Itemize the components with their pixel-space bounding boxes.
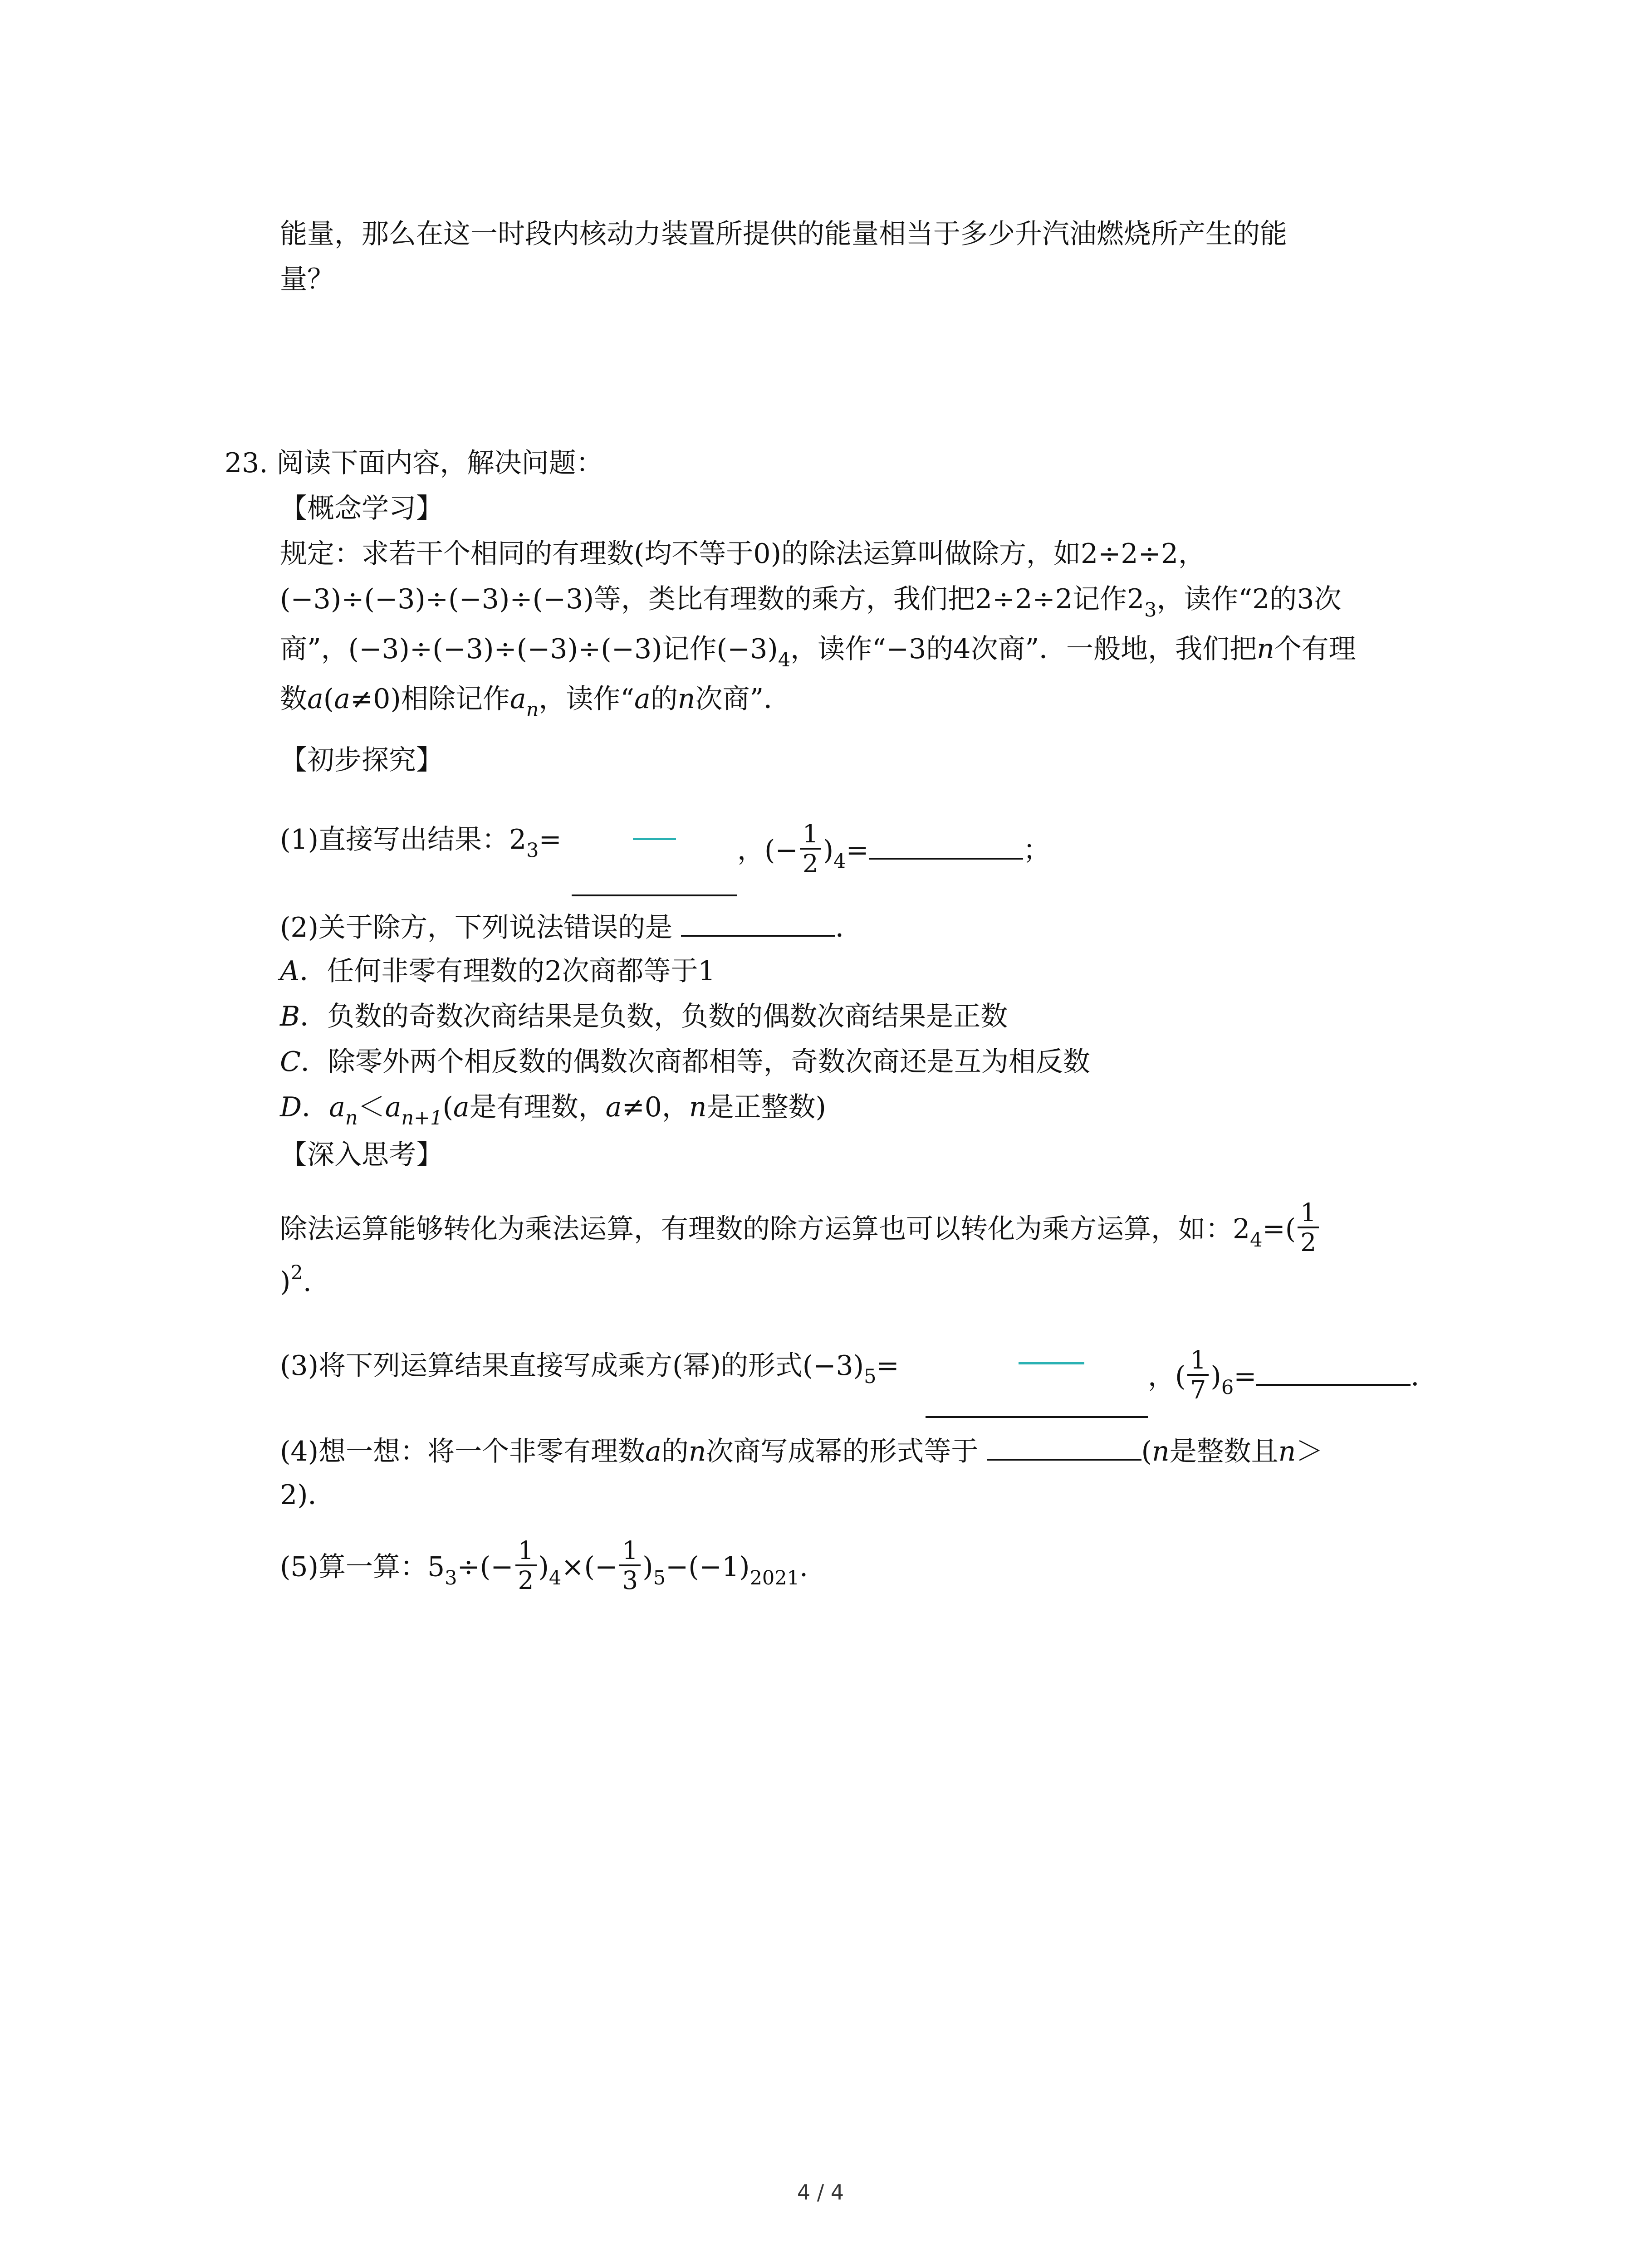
fraction-one-third <box>619 1536 641 1594</box>
denominator: 3 <box>622 1566 638 1595</box>
subscript: 2021 <box>749 1566 800 1589</box>
var-n: n <box>1257 633 1274 665</box>
text: ． <box>302 1091 329 1123</box>
option-label: C <box>280 1046 301 1078</box>
denominator: 2 <box>518 1566 534 1595</box>
fraction-one-seventh <box>1187 1346 1209 1404</box>
denominator: 2 <box>802 849 818 878</box>
text: = <box>539 824 562 855</box>
text: ( <box>442 1091 453 1123</box>
numerator: 1 <box>800 820 821 850</box>
text: ( <box>323 683 334 715</box>
text: ＞ <box>1296 1436 1323 1467</box>
var-a: a <box>385 1091 402 1123</box>
subscript: 4 <box>833 850 846 873</box>
text: 数 <box>280 683 307 715</box>
part-1-second <box>737 819 1050 881</box>
subscript: 4 <box>1250 1228 1263 1251</box>
var-a: a <box>334 683 350 715</box>
text: . <box>303 1266 312 1298</box>
text: ． <box>835 912 863 943</box>
option-d <box>280 1091 826 1129</box>
text: ，读作“−3的4次商”．一般地，我们把 <box>790 633 1257 665</box>
text: ． <box>1411 1360 1438 1393</box>
text: 商”，(−3)÷(−3)÷(−3)÷(−3)记作(−3) <box>280 633 778 665</box>
text: 次商”． <box>695 683 791 715</box>
text: ．任何非零有理数的2次商都等于1 <box>299 955 715 987</box>
concept-line-2 <box>280 583 1342 621</box>
fraction-one-half <box>800 820 821 878</box>
var-n: n <box>688 1436 706 1467</box>
part-3-prefix <box>280 1349 899 1388</box>
answer-blank-4[interactable] <box>987 1433 1141 1461</box>
text: ) <box>280 1266 291 1298</box>
text: . <box>799 1551 808 1583</box>
fraction-one-half <box>1298 1198 1319 1256</box>
text: ，读作“2的3次 <box>1156 583 1342 615</box>
answer-line-accent <box>1019 1362 1084 1364</box>
var-n: n <box>677 683 696 715</box>
text: (3)将下列运算结果直接写成乘方(幂)的形式(−3) <box>280 1350 864 1382</box>
var-a: a <box>645 1436 661 1467</box>
subscript: 3 <box>445 1566 457 1589</box>
numerator: 1 <box>1187 1346 1209 1376</box>
var-n: n <box>689 1091 707 1123</box>
text: ，( <box>1148 1360 1186 1393</box>
part-4-line-2: 2)． <box>280 1479 335 1511</box>
denominator: 7 <box>1190 1375 1206 1404</box>
option-a <box>280 955 715 987</box>
text: ( <box>1141 1436 1152 1467</box>
option-b <box>280 1000 1008 1033</box>
var-a: a <box>634 683 651 715</box>
text: 次商写成幂的形式等于 <box>706 1436 979 1467</box>
text: = <box>1234 1360 1257 1393</box>
text: ．负数的奇数次商结果是负数，负数的偶数次商结果是正数 <box>300 1001 1008 1032</box>
concept-line-3 <box>280 633 1356 671</box>
text: ×(− <box>561 1551 618 1583</box>
text: ) <box>823 834 834 866</box>
section-deep-thinking: 【深入思考】 <box>280 1139 443 1171</box>
text: 的 <box>661 1436 689 1467</box>
subscript: 5 <box>653 1566 666 1589</box>
text: ； <box>1023 834 1050 866</box>
text: (5)算一算：5 <box>280 1551 445 1583</box>
text: ≠0， <box>622 1091 689 1123</box>
text: (4)想一想：将一个非零有理数 <box>280 1436 645 1467</box>
answer-blank-1b[interactable] <box>869 832 1023 860</box>
fraction-one-half <box>515 1536 537 1594</box>
answer-blank-3a[interactable] <box>926 1416 1148 1418</box>
option-c <box>280 1046 1090 1078</box>
page-number: 4 / 4 <box>797 2180 844 2204</box>
prev-question-line-2: 量？ <box>280 264 334 295</box>
text: (1)直接写出结果：2 <box>280 824 527 855</box>
text: 是有理数， <box>469 1091 606 1123</box>
text: −(−1) <box>666 1551 750 1583</box>
text: ) <box>538 1551 549 1583</box>
part-3-second <box>1148 1345 1438 1408</box>
text: = <box>846 834 869 866</box>
text: ，读作“ <box>539 683 635 715</box>
text: ) <box>642 1551 653 1583</box>
subscript-n: n <box>526 699 539 721</box>
var-n: n <box>1278 1436 1296 1467</box>
text: 是整数且 <box>1169 1436 1279 1467</box>
text: (2)关于除方，下列说法错误的是 <box>280 912 672 943</box>
text: ) <box>1210 1360 1221 1393</box>
answer-line-accent <box>633 838 676 840</box>
answer-blank-3b[interactable] <box>1256 1359 1411 1386</box>
numerator: 1 <box>619 1536 641 1566</box>
numerator: 1 <box>1298 1198 1319 1228</box>
text: 个有理 <box>1274 633 1356 665</box>
subscript-n: n <box>345 1107 358 1129</box>
text: ，(− <box>737 834 798 866</box>
text: ＜ <box>358 1091 385 1123</box>
text: 除法运算能够转化为乘法运算，有理数的除方运算也可以转化为乘方运算，如：2 <box>280 1213 1250 1245</box>
thinking-line-2 <box>280 1261 312 1301</box>
option-label: A <box>280 955 300 987</box>
text: ≠0)相除记作 <box>350 683 510 715</box>
text: 是正整数) <box>706 1091 826 1123</box>
var-a: a <box>509 683 526 715</box>
superscript: 2 <box>290 1261 303 1284</box>
denominator: 2 <box>1300 1228 1317 1257</box>
answer-blank-2[interactable] <box>681 909 835 937</box>
text: ．除零外两个相反数的偶数次商都相等，奇数次商还是互为相反数 <box>300 1046 1090 1078</box>
var-a: a <box>605 1091 622 1123</box>
text: 的 <box>650 683 678 715</box>
subscript: 3 <box>526 839 539 862</box>
var-n: n <box>1151 1436 1170 1467</box>
var-a: a <box>329 1091 345 1123</box>
part-2-question <box>280 909 862 944</box>
part-5 <box>280 1536 808 1598</box>
concept-line-4 <box>280 683 791 721</box>
subscript: 4 <box>778 649 791 671</box>
question-23-header: 23. 阅读下面内容，解决问题： <box>225 447 603 479</box>
option-label: D <box>280 1091 302 1123</box>
text: = <box>876 1350 899 1382</box>
section-initial-exploration: 【初步探究】 <box>280 744 443 776</box>
subscript-n-plus-1: n+1 <box>401 1107 443 1129</box>
text: ÷(− <box>457 1551 514 1583</box>
prev-question-line-1: 能量，那么在这一时段内核动力装置所提供的能量相当于多少升汽油燃烧所产生的能 <box>280 218 1287 250</box>
section-concept-learning: 【概念学习】 <box>280 493 443 524</box>
part-4-line-1 <box>280 1433 1323 1468</box>
subscript: 5 <box>864 1365 877 1388</box>
concept-line-1: 规定：求若干个相同的有理数(均不等于0)的除法运算叫做除方，如2÷2÷2， <box>280 538 1206 570</box>
subscript: 6 <box>1221 1376 1234 1399</box>
text: (−3)÷(−3)÷(−3)÷(−3)等，类比有理数的乘方，我们把2÷2÷2记作2 <box>280 583 1145 615</box>
subscript: 4 <box>549 1566 562 1589</box>
text: =( <box>1262 1213 1296 1245</box>
var-a: a <box>453 1091 470 1123</box>
option-label: B <box>280 1001 300 1032</box>
answer-blank-1a[interactable] <box>572 894 737 896</box>
var-a: a <box>307 683 323 715</box>
subscript: 3 <box>1144 599 1157 621</box>
thinking-line-1 <box>280 1198 1321 1260</box>
numerator: 1 <box>515 1536 537 1566</box>
part-1-prefix <box>280 823 562 862</box>
